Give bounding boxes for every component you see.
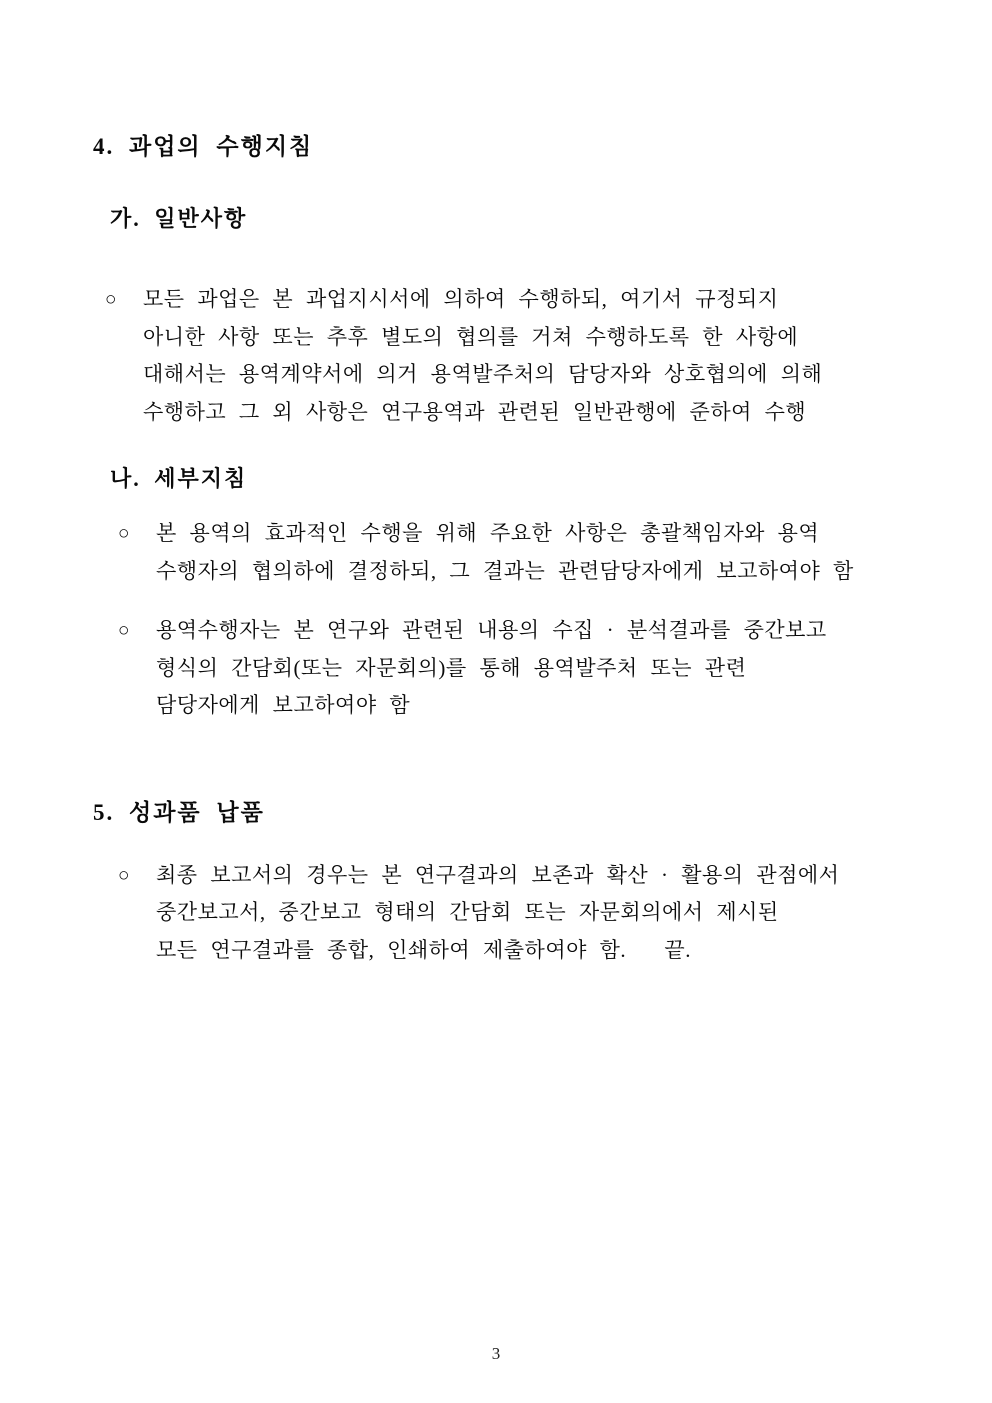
- text-line: 용역수행자는 본 연구와 관련된 내용의 수집 · 분석결과를 중간보고: [156, 618, 827, 642]
- text-line: 수행자의 협의하에 결정하되, 그 결과는 관련담당자에게 보고하여야 함: [156, 558, 854, 583]
- bullet-text: [143, 281, 904, 431]
- text-line: 아니한 사항 또는 추후 별도의 협의를 거쳐 수행하도록 한 사항에: [143, 324, 799, 349]
- text-line: 모든 연구결과를 종합, 인쇄하여 제출하여야 함. 끝.: [156, 937, 691, 962]
- section-5-heading: 5. 성과품 납품: [93, 799, 265, 825]
- text-line: 본 용역의 효과적인 수행을 위해 주요한 사항은 총괄책임자와 용역: [156, 521, 820, 545]
- bullet-item: [105, 281, 904, 431]
- text-line: 담당자에게 보고하여야 함: [156, 693, 411, 717]
- document-content: [93, 133, 904, 969]
- subsection-na-heading: 나. 세부지침: [110, 466, 248, 491]
- text-line: 수행하고 그 외 사항은 연구용역과 관련된 일반관행에 준하여 수행: [143, 399, 807, 424]
- subsection-ga-heading: 가. 일반사항: [110, 206, 248, 231]
- bullet-text: [156, 515, 904, 590]
- text-line: 대해서는 용역계약서에 의거 용역발주처의 담당자와 상호협의에 의해: [143, 362, 823, 386]
- text-line: 최종 보고서의 경우는 본 연구결과의 보존과 확산 · 활용의 관점에서: [156, 862, 840, 887]
- text-line: 중간보고서, 중간보고 형태의 간담회 또는 자문회의에서 제시된: [156, 900, 779, 924]
- text-line: 모든 과업은 본 과업지시서에 의하여 수행하되, 여기서 규정되지: [143, 287, 779, 311]
- bullet-text: [156, 857, 904, 970]
- bullet-marker: ○: [105, 289, 117, 310]
- bullet-text: [156, 612, 904, 725]
- section-4-heading: 4. 과업의 수행지침: [93, 134, 314, 159]
- bullet-item: [118, 515, 904, 590]
- bullet-marker: ○: [118, 523, 130, 544]
- bullet-item: [118, 612, 904, 725]
- text-line: 형식의 간담회(또는 자문회의)를 통해 용역발주처 또는 관련: [156, 655, 747, 680]
- page-number: 3: [491, 1344, 501, 1363]
- bullet-marker: ○: [118, 620, 130, 641]
- bullet-item: [118, 857, 904, 970]
- bullet-marker: ○: [118, 864, 130, 886]
